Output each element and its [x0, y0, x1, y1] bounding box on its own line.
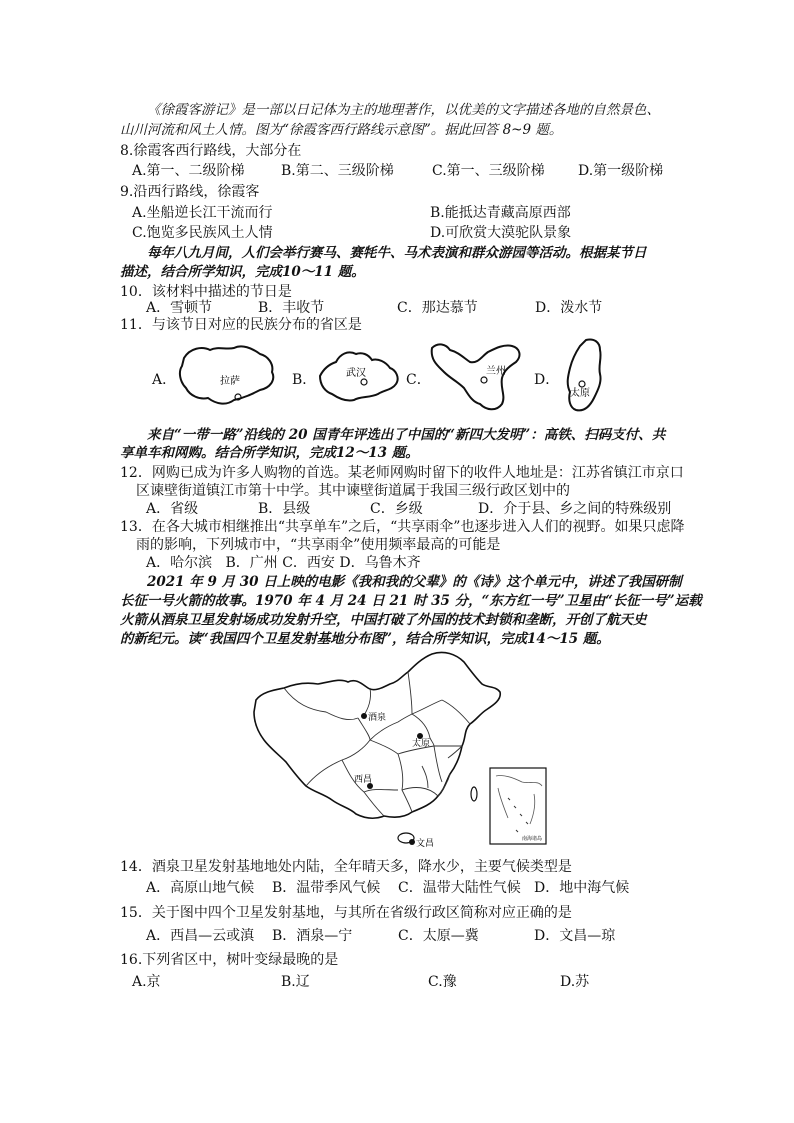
- q12-option-b[interactable]: B．县级: [258, 501, 311, 517]
- q15-option-c[interactable]: C．太原—冀: [398, 928, 479, 944]
- q9-stem: 9.沿西行路线，徐霞客: [120, 184, 260, 200]
- passage3-line1: 来自“一带一路”沿线的 20 国青年评选出了中国的“新四大发明”：高铁、扫码支付、共: [147, 427, 666, 443]
- q15-option-d[interactable]: D．文昌—琼: [534, 928, 616, 944]
- passage4-line4: 的新纪元。读“我国四个卫星发射基地分布图”，结合所学知识，完成14～15 题。: [120, 631, 610, 647]
- q16-option-a[interactable]: A.京: [132, 974, 161, 990]
- q13-line2: 雨的影响，下列城市中，“共享雨伞”使用频率最高的可能是: [136, 537, 501, 553]
- passage4-line2: 长征一号火箭的故事。1970 年 4 月 24 日 21 时 35 分，“东方红一号”卫星由“长征一号”运载: [120, 593, 702, 609]
- q11-stem: 11．与该节日对应的民族分布的省区是: [120, 317, 362, 333]
- passage4-line1: 2021 年 9 月 30 日上映的电影《我和我的父辈》的《诗》这个单元中，讲述了我国研制: [147, 574, 682, 590]
- map-label-xichang: 西昌: [354, 775, 373, 785]
- q10-option-c[interactable]: C．那达慕节: [397, 300, 478, 316]
- passage2-line2: 描述，结合所学知识，完成10～11 题。: [120, 264, 365, 280]
- q12-option-c[interactable]: C．乡级: [370, 501, 423, 517]
- q10-option-a[interactable]: A．雪顿节: [146, 300, 213, 316]
- q12-option-d[interactable]: D．介于县、乡之间的特殊级别: [478, 501, 672, 517]
- map-b-city-label: 武汉: [346, 368, 366, 379]
- passage2-line1: 每年八九月间，人们会举行赛马、赛牦牛、马术表演和群众游园等活动。根据某节日: [147, 245, 647, 261]
- map-c-city-label: 兰州: [486, 366, 506, 377]
- q14-option-d[interactable]: D．地中海气候: [534, 880, 630, 896]
- passage4-line3: 火箭从酒泉卫星发射场成功发射升空，中国打破了外国的技术封锁和垄断，开创了航天史: [120, 612, 647, 628]
- gansu-outline-map: [428, 338, 526, 416]
- passage3-line2: 享单车和网购。结合所学知识，完成12～13 题。: [120, 445, 419, 461]
- q8-stem: 8.徐霞客西行路线，大部分在: [120, 143, 302, 159]
- q9-option-c[interactable]: C.饱览多民族风土人情: [132, 225, 273, 241]
- shanxi-outline-map: [560, 336, 608, 416]
- q11-option-b[interactable]: B．: [292, 372, 317, 388]
- q8-option-d[interactable]: D.第一级阶梯: [578, 163, 664, 179]
- map-d-city-label: 太原: [570, 388, 590, 399]
- q16-option-c[interactable]: C.豫: [428, 974, 457, 990]
- south-china-sea-inset: [490, 768, 546, 844]
- q15-option-a[interactable]: A．西昌—云或滇: [146, 928, 255, 944]
- map-label-taiyuan: 太原: [412, 739, 431, 749]
- hubei-outline-map: [316, 346, 402, 404]
- inset-label: 南海诸岛: [522, 836, 543, 842]
- china-launch-sites-map: [252, 648, 552, 848]
- q16-option-b[interactable]: B.辽: [281, 974, 310, 990]
- q11-option-a[interactable]: A．: [152, 372, 177, 388]
- q15-stem: 15．关于图中四个卫星发射基地，与其所在省级行政区简称对应正确的是: [120, 905, 572, 921]
- q9-option-d[interactable]: D.可欣赏大漠驼队景象: [430, 225, 572, 241]
- china-outline: [254, 652, 500, 818]
- q16-option-d[interactable]: D.苏: [560, 974, 590, 990]
- map-label-jiuquan: 酒泉: [368, 713, 387, 723]
- q8-option-a[interactable]: A.第一、二级阶梯: [132, 163, 245, 179]
- q9-option-a[interactable]: A.坐船逆长江干流而行: [132, 205, 273, 221]
- q11-option-d[interactable]: D．: [534, 372, 560, 388]
- q14-stem: 14．酒泉卫星发射基地地处内陆，全年晴天多，降水少，主要气候类型是: [120, 859, 572, 875]
- q14-option-c[interactable]: C．温带大陆性气候: [398, 880, 521, 896]
- q9-option-b[interactable]: B.能抵达青藏高原西部: [430, 205, 571, 221]
- passage1-line2: 山川河流和风土人情。图为“徐霞客西行路线示意图”。据此回答 8~9 题。: [120, 122, 563, 138]
- q14-option-b[interactable]: B．温带季风气候: [272, 880, 381, 896]
- map-label-wenchang: 文昌: [416, 839, 435, 848]
- q10-option-d[interactable]: D．泼水节: [535, 300, 603, 316]
- q14-option-a[interactable]: A．高原山地气候: [146, 880, 255, 896]
- q8-option-c[interactable]: C.第一、三级阶梯: [432, 163, 545, 179]
- q15-option-b[interactable]: B．酒泉—宁: [272, 928, 353, 944]
- q11-option-c[interactable]: C．: [406, 372, 431, 388]
- q12-option-a[interactable]: A．省级: [146, 501, 199, 517]
- q12-line1: 12．网购已成为许多人购物的首选。某老师网购时留下的收件人地址是：江苏省镇江市京口: [120, 465, 684, 481]
- q12-line2: 区谏壁街道镇江市第十中学。其中谏壁街道属于我国三级行政区划中的: [136, 483, 570, 499]
- q13-line1: 13．在各大城市相继推出“共享单车”之后，“共享雨伞”也逐步进入人们的视野。如果只虑降: [120, 519, 685, 535]
- map-a-city-label: 拉萨: [220, 376, 240, 387]
- q10-option-b[interactable]: B．丰收节: [258, 300, 325, 316]
- q16-stem: 16.下列省区中，树叶变绿最晚的是: [120, 952, 339, 968]
- tibet-outline-map: [176, 340, 282, 412]
- passage1-line1: 《徐霞客游记》是一部以日记体为主的地理著作，以优美的文字描述各地的自然景色、: [147, 102, 660, 118]
- q13-options[interactable]: A．哈尔滨 B．广州 C．西安 D．乌鲁木齐: [146, 555, 421, 571]
- q10-stem: 10．该材料中描述的节日是: [120, 284, 292, 300]
- q8-option-b[interactable]: B.第二、三级阶梯: [281, 163, 394, 179]
